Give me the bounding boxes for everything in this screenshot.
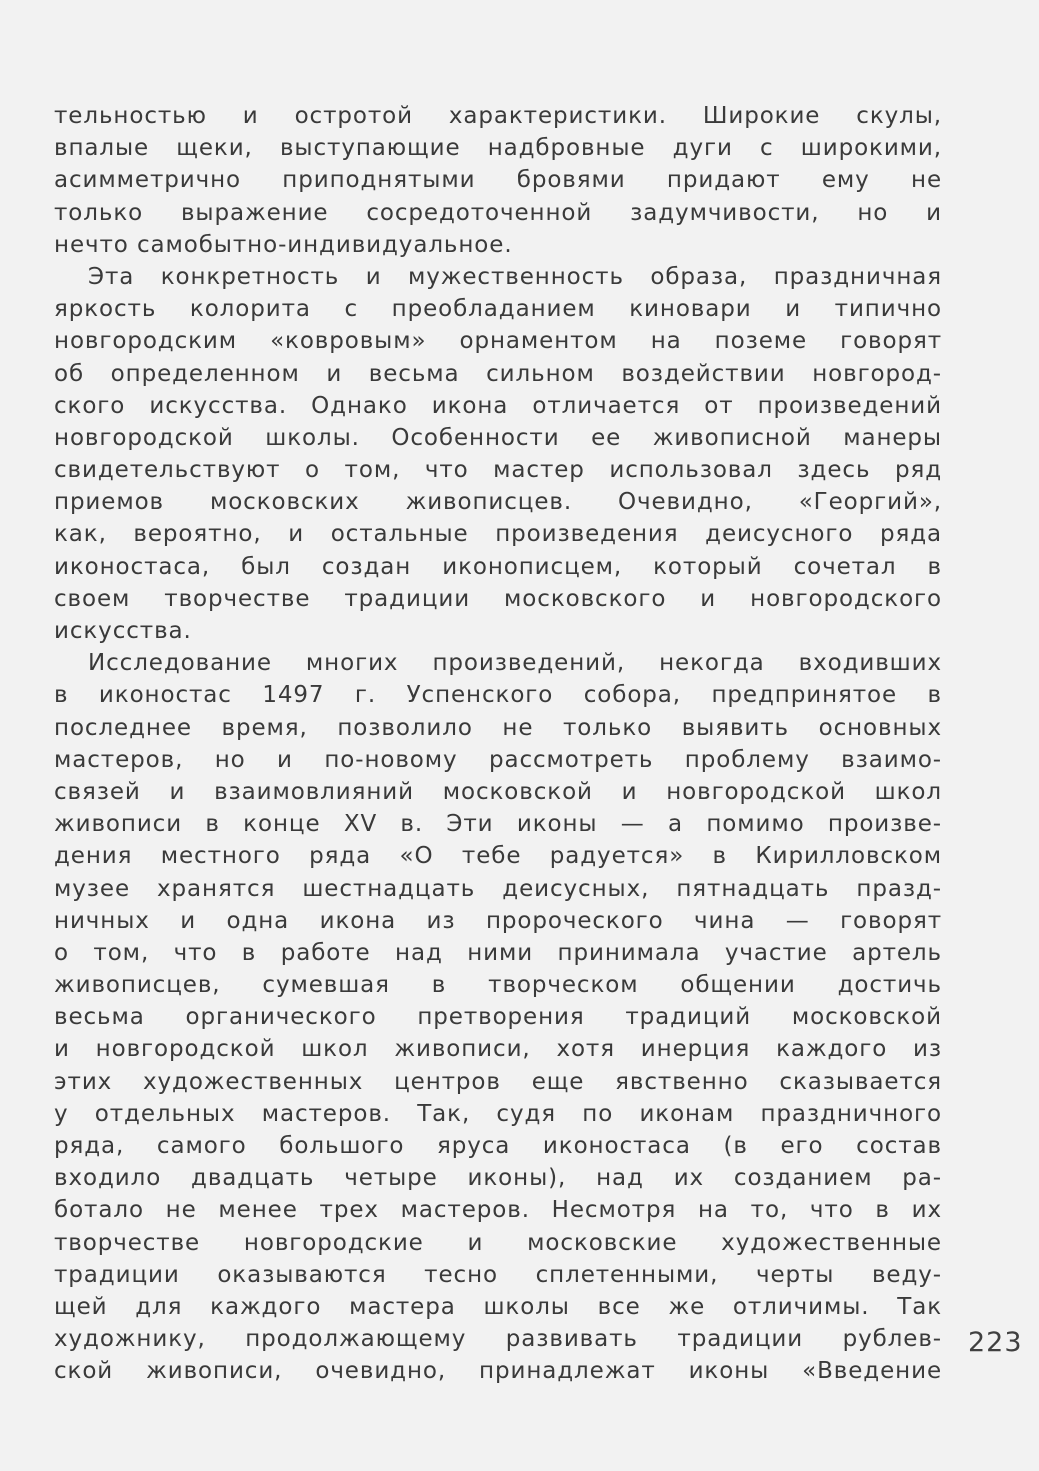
text-line: иконостаса, был создан иконописцем, который сочетал в xyxy=(54,553,942,580)
text-line: живописцев, сумевшая в творческом общении достичь xyxy=(54,972,942,999)
paragraph-3 xyxy=(54,647,942,1387)
text-line: ряда, самого большого яруса иконостаса (в его состав xyxy=(54,1133,942,1159)
text-line: своем творчестве традиции московского и новгородского xyxy=(54,585,942,612)
text-line: в иконостас 1497 г. Успенского собора, предпринятое в xyxy=(54,682,942,709)
text-line: как, вероятно, и остальные произведения деисусного ряда xyxy=(54,521,942,548)
text-line: последнее время, позволило не только выявить основных xyxy=(54,714,942,741)
text-line: новгородской школы. Особенности ее живописной манеры xyxy=(54,424,942,451)
text-line: асимметрично приподнятыми бровями придают ему не xyxy=(54,167,942,194)
text-line: новгородским «ковровым» орнаментом на поземе говорят xyxy=(54,328,942,355)
text-line: впалые щеки, выступающие надбровные дуги с широкими, xyxy=(54,135,942,162)
text-line: ского искусства. Однако икона отличается от произведений xyxy=(54,392,942,419)
text-line: связей и взаимовлияний московской и новгородской школ xyxy=(54,778,942,805)
text-line: мастеров, но и по-новому рассмотреть проблему взаимо- xyxy=(54,746,942,773)
text-line: музее хранятся шестнадцать деисусных, пятнадцать празд- xyxy=(54,875,942,902)
page-number: 223 xyxy=(968,1327,1023,1358)
text-line: Эта конкретность и мужественность образа, праздничная xyxy=(88,263,942,290)
text-line: яркость колорита с преобладанием киновари и типично xyxy=(54,296,942,323)
text-line: у отдельных мастеров. Так, судя по иконам праздничного xyxy=(54,1100,942,1127)
text-line: об определенном и весьма сильном воздействии новгород- xyxy=(54,360,942,387)
text-line: весьма органического претворения традиций московской xyxy=(54,1004,942,1031)
text-line: щей для каждого мастера школы все же отличимы. Так xyxy=(54,1293,942,1320)
text-line: ничных и одна икона из пророческого чина — говорят xyxy=(54,907,942,934)
text-line: нечто самобытно-индивидуальное. xyxy=(54,231,513,258)
text-line: о том, что в работе над ними принимала участие артель xyxy=(54,939,942,966)
text-line: творчестве новгородские и московские художественные xyxy=(54,1229,942,1256)
paragraph-2 xyxy=(54,261,942,647)
text-line: входило двадцать четыре иконы), над их созданием ра- xyxy=(54,1165,942,1192)
text-line: ботало не менее трех мастеров. Несмотря на то, что в их xyxy=(54,1197,942,1224)
text-line: этих художественных центров еще явственно сказывается xyxy=(54,1068,942,1095)
text-line: приемов московских живописцев. Очевидно, «Георгий», xyxy=(54,489,942,516)
text-line: тельностью и остротой характеристики. Широкие скулы, xyxy=(54,103,942,129)
text-line: Исследование многих произведений, некогда входивших xyxy=(88,650,942,677)
text-line: традиции оказываются тесно сплетенными, черты веду- xyxy=(54,1261,942,1288)
text-line: дения местного ряда «О тебе радуется» в Кирилловском xyxy=(54,843,942,870)
text-line: ской живописи, очевидно, принадлежат иконы «Введение xyxy=(54,1358,942,1385)
text-line: живописи в конце XV в. Эти иконы — а помимо произве- xyxy=(54,811,942,838)
text-line: только выражение сосредоточенной задумчивости, но и xyxy=(54,199,942,226)
text-line: свидетельствуют о том, что мастер использовал здесь ряд xyxy=(54,457,942,484)
text-line: искусства. xyxy=(54,618,192,644)
paragraph-1 xyxy=(54,100,942,261)
text-line: и новгородской школ живописи, хотя инерция каждого из xyxy=(54,1036,942,1063)
text-line: художнику, продолжающему развивать традиции рублев- xyxy=(54,1326,942,1353)
page-body xyxy=(54,100,942,1388)
